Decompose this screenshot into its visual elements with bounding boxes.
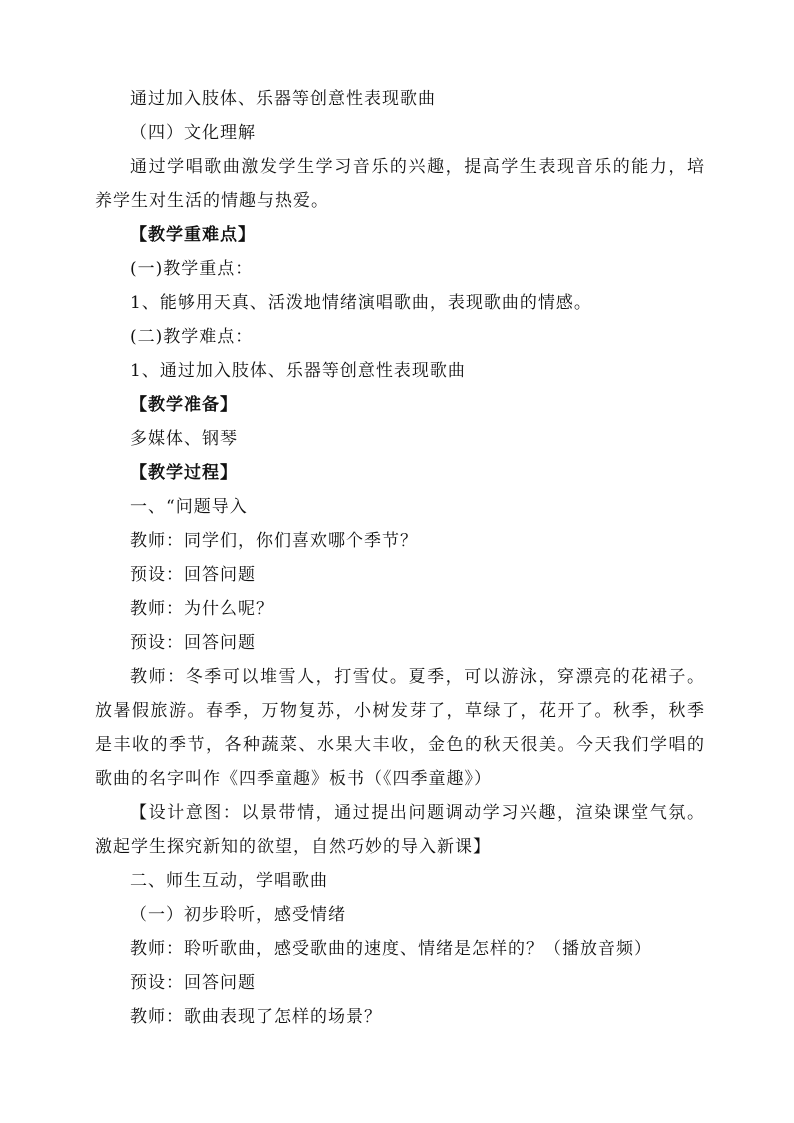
- section-heading-bold: 【教学准备】: [130, 395, 238, 415]
- design-intent-line: 激起学生探究新知的欲望，自然巧妙的导入新课】: [95, 837, 491, 857]
- paragraph-line: 1、通过加入肢体、乐器等创意性表现歌曲: [130, 361, 466, 381]
- design-intent-line: 【设计意图：以景带情，通过提出问题调动学习兴趣，渲染课堂气氛。: [130, 803, 705, 823]
- dialogue-line: 教师：同学们，你们喜欢哪个季节？: [130, 531, 418, 551]
- dialogue-line: 教师：歌曲表现了怎样的场景？: [130, 1007, 382, 1027]
- paragraph-line: 1、能够用天真、活泼地情绪演唱歌曲，表现歌曲的情感。: [130, 293, 592, 313]
- paragraph-line: 歌曲的名字叫作《四季童趣》板书（《四季童趣》）: [95, 769, 492, 789]
- paragraph-line: 养学生对生活的情趣与热爱。: [95, 191, 329, 211]
- subheading: 一、“问题导入: [130, 497, 248, 517]
- section-heading: （四）文化理解: [130, 123, 256, 143]
- dialogue-line: 教师：冬季可以堆雪人，打雪仗。夏季，可以游泳，穿漂亮的花裙子。: [130, 667, 705, 687]
- subheading: 二、师生互动，学唱歌曲: [130, 871, 328, 891]
- dialogue-line: 教师：聆听歌曲，感受歌曲的速度、情绪是怎样的？（播放音频）: [130, 939, 652, 959]
- dialogue-line: 预设：回答问题: [130, 973, 256, 993]
- dialogue-line: 预设：回答问题: [130, 633, 256, 653]
- paragraph-line: 通过学唱歌曲激发学生学习音乐的兴趣，提高学生表现音乐的能力，培: [130, 157, 705, 177]
- subheading: (一)教学重点：: [130, 259, 254, 279]
- paragraph-line: 多媒体、钢琴: [130, 429, 238, 449]
- subheading: (二)教学难点：: [130, 327, 254, 347]
- paragraph-line: 通过加入肢体、乐器等创意性表现歌曲: [130, 89, 436, 109]
- section-heading-bold: 【教学过程】: [130, 463, 238, 483]
- paragraph-line: 放暑假旅游。春季，万物复苏，小树发芽了，草绿了，花开了。秋季，秋季: [95, 701, 705, 721]
- paragraph-line: 是丰收的季节，各种蔬菜、水果大丰收，金色的秋天很美。今天我们学唱的: [95, 735, 705, 755]
- dialogue-line: 预设：回答问题: [130, 565, 256, 585]
- dialogue-line: 教师：为什么呢？: [130, 599, 274, 619]
- subheading: （一）初步聆听，感受情绪: [130, 905, 346, 925]
- section-heading-bold: 【教学重难点】: [130, 225, 256, 245]
